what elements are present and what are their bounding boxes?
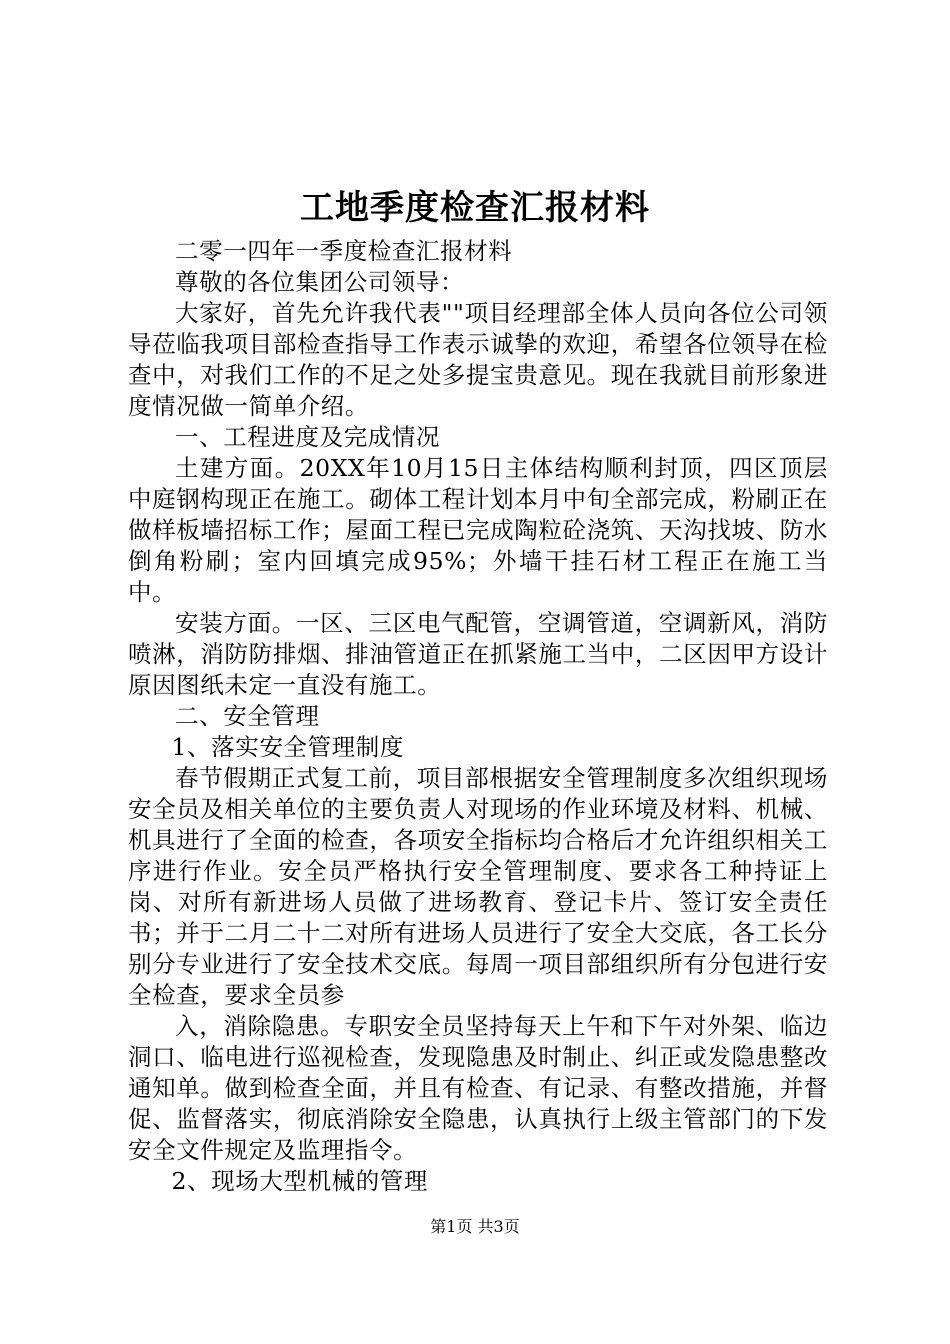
- section-heading-safety: 二、安全管理: [175, 702, 320, 730]
- document-title: 工地季度检查汇报材料: [300, 188, 650, 228]
- safety-system-paragraph: 春节假期正式复工前，项目部根据安全管理制度多次组织现场安全员及相关单位的主要负责人对现场的作业环境及材料、机械、机具进行了全面的检查，各项安全指标均合格后才允许组织相关工序进行作业。安全员严格执行安全管理制度、要求各工种持证上岗、对所有新进场人员做了进场教育、登记卡片、签订安全责任书；并于二月二十二对所有进场人员进行了安全大交底，各工长分别分专业进行了安全技术交底。每周一项目部组织所有分包进行安全检查，要求全员参: [128, 764, 828, 1009]
- salutation-paragraph: 尊敬的各位集团公司领导：: [175, 268, 465, 296]
- page-footer: 第1页 共3页: [430, 1217, 520, 1236]
- subsection-heading-safety-system: 1、落实安全管理制度: [171, 733, 404, 761]
- document-body: [128, 236, 828, 1197]
- civil-works-paragraph: 土建方面。20XX年10月15日主体结构顺利封顶，四区顶层中庭钢构现正在施工。砌体工程计划本月中旬全部完成，粉刷正在做样板墙招标工作；屋面工程已完成陶粒砼浇筑、天沟找坡、防水倒角粉刷；室内回填完成95%；外墙干挂石材工程正在施工当中。: [128, 454, 828, 606]
- section-heading-progress: 一、工程进度及完成情况: [175, 423, 441, 451]
- subtitle-paragraph: 二零一四年一季度检查汇报材料: [175, 237, 513, 265]
- subsection-heading-machinery: 2、现场大型机械的管理: [171, 1167, 429, 1195]
- installation-paragraph: 安装方面。一区、三区电气配管，空调管道，空调新风，消防喷淋，消防防排烟、排油管道正在抓紧施工当中，二区因甲方设计原因图纸未定一直没有施工。: [128, 609, 828, 699]
- safety-inspection-paragraph: 入，消除隐患。专职安全员坚持每天上午和下午对外架、临边洞口、临电进行巡视检查，发现隐患及时制止、纠正或发隐患整改通知单。做到检查全面，并且有检查、有记录、有整改措施，并督促、监督落实，彻底消除安全隐患，认真执行上级主管部门的下发安全文件规定及监理指令。: [128, 1012, 828, 1164]
- intro-paragraph: 大家好，首先允许我代表""项目经理部全体人员向各位公司领导莅临我项目部检查指导工作表示诚挚的欢迎，希望各位领导在检查中，对我们工作的不足之处多提宝贵意见。现在我就目前形象进度情况做一简单介绍。: [128, 299, 828, 420]
